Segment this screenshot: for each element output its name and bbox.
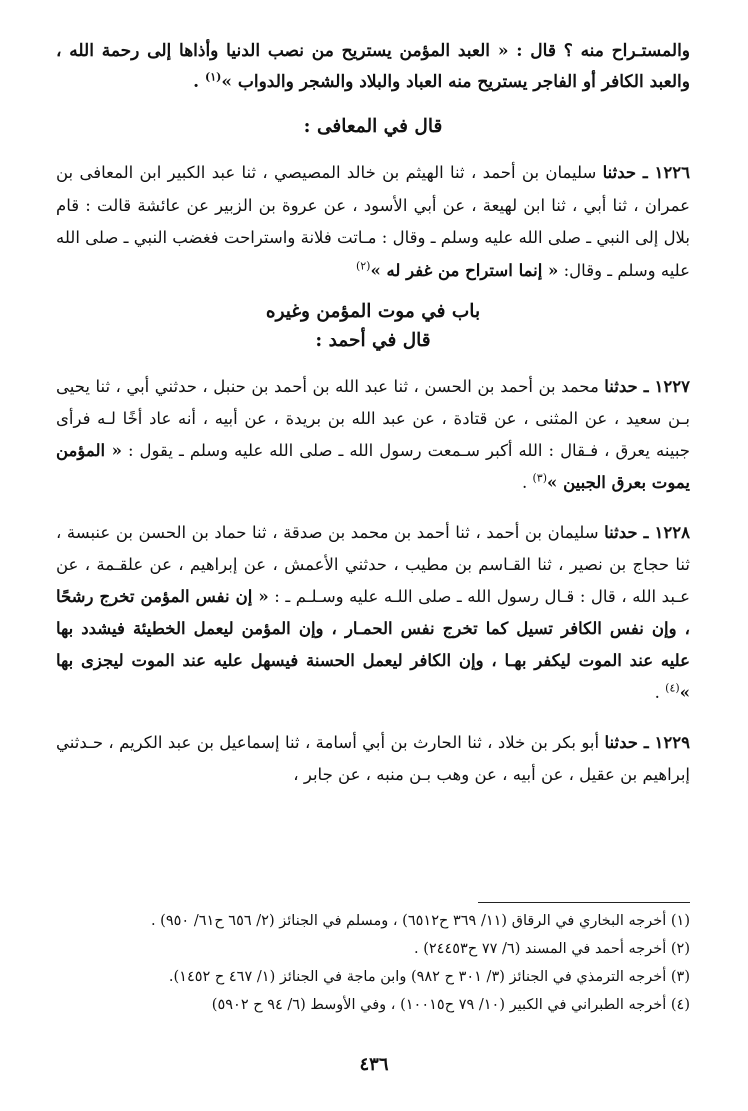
- hadith-text: أبو بكر بن خلاد ، ثنا الحارث بن أبي أسامة ، ثنا إسماعيل بن عبد الكريم ، حـدثني إبراهيم بن عقيل ، عن أبيه ، عن وهب بـن منبه ، عن جابر ،: [56, 733, 690, 784]
- footnote-ref-3: (٣): [532, 471, 548, 485]
- intro-text: والمستـراح منه ؟ قال :: [508, 41, 690, 61]
- hadith-text: محمد بن أحمد بن الحسن ، ثنا عبد الله بن أحمد بن حنبل ، حدثني أبي ، ثنا يحيى بـن سعيد ، عن المثنى ، عن قتادة ، عن عبد الله بن بريدة ، عن أبيه ، أنه عاد أخًا لـه فرأى جبينه يعرق ، فـقال : الله أكبر سـمعت رسول الله ـ صلى الله عليه وسلم ـ يقول :: [56, 377, 690, 460]
- footnote-1: (١) أخرجه البخاري في الرقاق (١١/ ٣٦٩ ح٦٥١٢) ، ومسلم في الجنائز (٢/ ٦٥٦ ح٦١/ ٩٥٠) .: [150, 913, 690, 929]
- footnote-3: (٣) أخرجه الترمذي في الجنائز (٣/ ٣٠١ ح ٩٨٢) وابن ماجة في الجنائز (١/ ٤٦٧ ح ١٤٥٢).: [168, 969, 690, 985]
- hadith-quote: « المؤمن يموت بعرق الجبين »: [56, 441, 690, 492]
- hadith-1227: [56, 371, 690, 499]
- footnote-divider: [478, 902, 690, 903]
- hadith-tail: .: [654, 683, 666, 702]
- hadith-1228: [56, 517, 690, 709]
- hadith-start: ـ حدثنا: [602, 163, 655, 182]
- hadith-text: سليمان بن أحمد ، ثنا أحمد بن محمد بن صدقة ، ثنا حماد بن الحسن بن عنبسة ، ثنا حجاج بن نصير ، ثنا القـاسم بن مطيب ، حدثني الأعمش ، عن إبراهيم ، عن علقـمة ، عن عـبد الله ، قال : قـال رسول الله ـ صلى اللـه عليه وسـلـم ـ :: [56, 523, 690, 606]
- chapter-heading: باب في موت المؤمن وغيره: [265, 301, 481, 322]
- hadith-1226: [56, 157, 690, 287]
- footnote-4: (٤) أخرجه الطبراني في الكبير (١٠/ ٧٩ ح١٠٠١٥) ، وفي الأوسط (٦/ ٩٤ ح ٥٩٠٢): [211, 997, 690, 1013]
- heading-ahmad: قال في أحمد :: [315, 330, 431, 351]
- hadith-number: ١٢٢٧: [654, 377, 690, 396]
- heading-maafa: قال في المعافى :: [303, 116, 443, 137]
- intro-quote: « العبد المؤمن يستريح من نصب الدنيا وأذاها إلى رحمة الله ، والعبد الكافر أو الفاجر يستريح منه العباد والبلاد والشجر والدواب »: [56, 41, 690, 92]
- footnotes: [56, 907, 690, 1019]
- hadith-start: ـ حدثنا: [604, 733, 655, 752]
- hadith-quote: « إن نفس المؤمن تخرج رشحًا ، وإن نفس الكافر تسيل كما تخرج نفس الحمـار ، وإن المؤمن ليعمل الخطيئة فيشدد بها عليه عند الموت ليكفر بهـا ، وإن الكافر ليعمل الحسنة فيسهل عليه عند الموت ليجزى بها »: [56, 587, 690, 702]
- hadith-start: ـ حدثنا: [604, 377, 655, 396]
- footnote-ref-4: (٤): [665, 681, 680, 695]
- footnote-2: (٢) أخرجه أحمد في المسند (٦/ ٧٧ ح٢٤٤٥٣) .: [413, 941, 690, 957]
- page-number: ٤٣٦: [359, 1054, 389, 1075]
- intro-paragraph: [56, 36, 690, 98]
- hadith-number: ١٢٢٩: [654, 733, 690, 752]
- footnote-ref-2: (٢): [355, 259, 371, 272]
- hadith-number: ١٢٢٨: [654, 523, 690, 542]
- footnote-ref-1: (١): [204, 70, 222, 84]
- hadith-quote: « إنما استراح من غفر له »: [370, 260, 559, 280]
- intro-tail: .: [193, 72, 205, 92]
- hadith-text: سليمان بن أحمد ، ثنا الهيثم بن خالد المصيصي ، ثنا عبد الكبير ابن المعافى بن عمران ، ثنا أبي ، ثنا ابن لهيعة ، عن أبي الأسود ، عن عروة بن الزبير عن عائشة قالت : قام بلال إلى النبي ـ صلى الله عليه وسلم ـ وقال : مـاتت فلانة واستراحت فغضب النبي ـ صلى الله عليه وسلم ـ وقال:: [56, 163, 690, 280]
- hadith-1229: [56, 727, 690, 791]
- hadith-start: ـ حدثنا: [604, 523, 655, 542]
- hadith-number: ١٢٢٦: [654, 163, 690, 182]
- hadith-tail: .: [522, 473, 533, 492]
